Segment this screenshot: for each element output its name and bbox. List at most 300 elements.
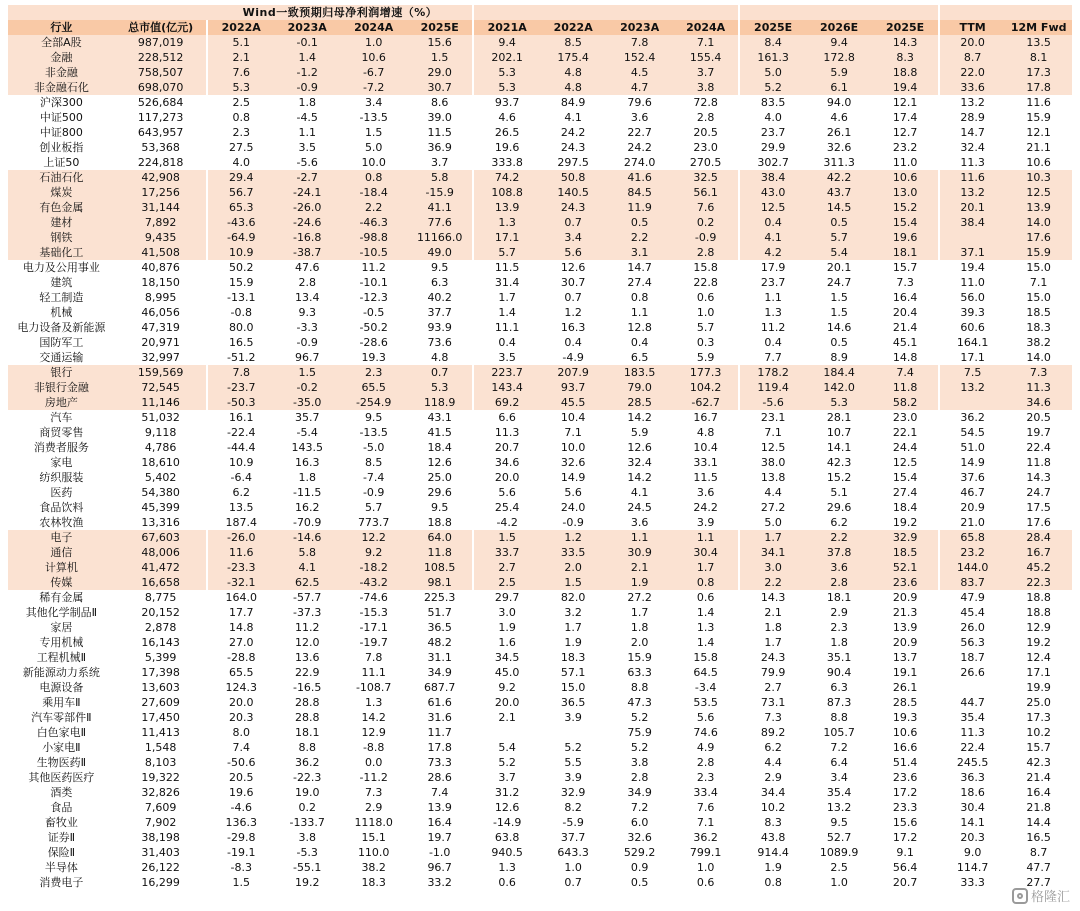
market-cap-cell: 19,322 <box>141 771 180 784</box>
value-cell: 74.2 <box>473 170 539 185</box>
value-cell: 1.8 <box>630 621 649 634</box>
value-cell: 9.2 <box>340 545 406 560</box>
value-cell: 12.6 <box>560 261 586 274</box>
value-cell: 19.4 <box>939 260 1005 275</box>
value-cell: 15.6 <box>407 35 474 50</box>
market-cap-cell: 38,198 <box>141 831 180 844</box>
value-cell: 19.1 <box>892 666 918 679</box>
value-cell: 15.0 <box>560 681 586 694</box>
value-cell: 0.2 <box>673 215 739 230</box>
value-cell: 37.6 <box>939 470 1005 485</box>
value-cell: 245.5 <box>939 755 1005 770</box>
value-cell: 0.9 <box>630 861 649 874</box>
industry-name-cell: 全部A股 <box>8 35 115 50</box>
value-cell: 17.8 <box>1005 80 1072 95</box>
industry-name-cell: 酒类 <box>50 786 73 799</box>
industry-name-cell: 电源设备 <box>39 681 84 694</box>
value-cell: 10.6 <box>340 50 406 65</box>
value-cell: 2.7 <box>473 560 539 575</box>
value-cell: 79.6 <box>627 96 652 109</box>
value-cell: 39.3 <box>939 305 1005 320</box>
value-cell: 16.7 <box>693 411 718 424</box>
table-row <box>8 485 1072 500</box>
value-cell: 9.2 <box>473 680 539 695</box>
value-cell: 5.6 <box>696 711 715 724</box>
table-row <box>8 470 1072 485</box>
table-row <box>8 50 1072 65</box>
market-cap-cell: 31,144 <box>115 200 208 215</box>
value-cell: 12.8 <box>627 321 652 334</box>
value-cell: -254.9 <box>340 395 406 410</box>
value-cell: 61.6 <box>427 696 452 709</box>
gelonghui-logo-icon <box>1012 888 1028 904</box>
value-cell: 7.3 <box>739 710 805 725</box>
value-cell: 73.3 <box>427 756 452 769</box>
value-cell: 1.8 <box>739 620 805 635</box>
value-cell: 7.3 <box>1005 365 1072 380</box>
value-cell: 2.8 <box>696 756 715 769</box>
value-cell: 15.8 <box>693 651 718 664</box>
table-row <box>8 770 1072 785</box>
value-cell: -5.3 <box>296 846 318 859</box>
value-cell: 29.6 <box>427 486 452 499</box>
market-cap-cell: 1,548 <box>144 741 177 754</box>
value-cell: 69.2 <box>473 395 539 410</box>
value-cell: 8.4 <box>739 35 805 50</box>
value-cell: -50.6 <box>207 755 273 770</box>
value-cell: 19.7 <box>1026 426 1051 439</box>
value-cell: 3.6 <box>630 516 649 529</box>
value-cell: 24.2 <box>693 501 718 514</box>
value-cell: 46.7 <box>939 485 1005 500</box>
value-cell: 7.6 <box>207 65 273 80</box>
market-cap-cell: 40,876 <box>141 261 180 274</box>
value-cell: 0.4 <box>739 335 805 350</box>
value-cell: 34.4 <box>739 785 805 800</box>
value-cell: 29.0 <box>407 65 474 80</box>
value-cell: 13.9 <box>1005 200 1072 215</box>
value-cell: 34.6 <box>1005 395 1072 410</box>
value-cell: 27.0 <box>207 635 273 650</box>
value-cell: 12.7 <box>892 126 918 139</box>
value-cell: 207.9 <box>540 365 606 380</box>
value-cell: 42.3 <box>826 456 852 469</box>
value-cell: 0.6 <box>473 875 539 890</box>
value-cell: 18.1 <box>872 245 939 260</box>
value-cell: -6.4 <box>207 470 273 485</box>
value-cell: -15.3 <box>359 606 388 619</box>
value-cell: 34.6 <box>473 455 539 470</box>
value-cell: 3.1 <box>606 245 672 260</box>
value-cell: 14.9 <box>560 471 586 484</box>
value-cell: 20.3 <box>939 830 1005 845</box>
industry-name-cell: 专用机械 <box>39 636 84 649</box>
value-cell: 1.7 <box>630 606 649 619</box>
market-cap-cell: 18,150 <box>141 276 180 289</box>
value-cell: 30.4 <box>673 545 739 560</box>
value-cell: 51.4 <box>892 756 918 769</box>
value-cell: 914.4 <box>739 845 805 860</box>
value-cell: 2.8 <box>696 111 715 124</box>
value-cell: 5.5 <box>564 756 582 769</box>
col-header-market-cap: 总市值(亿元) <box>115 20 208 35</box>
value-cell: 6.4 <box>830 756 848 769</box>
value-cell: 7.4 <box>872 365 939 380</box>
industry-name-cell: 白色家电Ⅱ <box>36 726 87 739</box>
value-cell: 36.2 <box>939 410 1005 425</box>
industry-name-cell: 畜牧业 <box>44 816 78 829</box>
value-cell: -62.7 <box>673 395 739 410</box>
value-cell: 20.0 <box>473 695 539 710</box>
value-cell <box>939 395 1005 410</box>
value-cell: 14.6 <box>826 321 852 334</box>
value-cell: 0.5 <box>806 215 872 230</box>
value-cell: -11.2 <box>359 771 388 784</box>
value-cell: 31.4 <box>473 275 539 290</box>
value-cell: 202.1 <box>473 50 539 65</box>
value-cell: 5.2 <box>630 741 649 754</box>
value-cell: 60.6 <box>939 320 1005 335</box>
industry-name-cell: 有色金属 <box>8 200 115 215</box>
value-cell: 4.4 <box>739 485 805 500</box>
value-cell: 15.7 <box>1026 741 1051 754</box>
value-cell: 6.0 <box>630 816 649 829</box>
value-cell: -108.7 <box>355 681 392 694</box>
industry-name-cell: 其他化学制品Ⅱ <box>25 606 98 619</box>
value-cell: 31.1 <box>427 651 452 664</box>
value-cell: 4.6 <box>830 111 848 124</box>
table-row <box>8 365 1072 380</box>
value-cell: 13.9 <box>473 200 539 215</box>
value-cell: 1.5 <box>364 126 383 139</box>
table-row <box>8 575 1072 590</box>
value-cell: 4.1 <box>630 486 649 499</box>
value-cell: 11.5 <box>427 126 452 139</box>
value-cell: 12.1 <box>892 96 918 109</box>
market-cap-cell: 51,032 <box>141 411 180 424</box>
value-cell: 52.7 <box>826 831 852 844</box>
value-cell: 6.6 <box>473 410 539 425</box>
value-cell: 15.1 <box>361 831 386 844</box>
market-cap-cell: 17,398 <box>141 666 180 679</box>
table-row <box>8 815 1072 830</box>
value-cell: 16.4 <box>1026 786 1051 799</box>
market-cap-cell: 117,273 <box>137 111 184 124</box>
value-cell: 49.0 <box>407 245 474 260</box>
market-cap-cell: 31,403 <box>141 846 180 859</box>
table-row <box>8 605 1072 620</box>
value-cell: 20.1 <box>826 261 852 274</box>
value-cell: 2.2 <box>606 230 672 245</box>
value-cell: -57.7 <box>292 591 322 604</box>
value-cell: 161.3 <box>739 50 805 65</box>
value-cell: 1.3 <box>473 860 539 875</box>
value-cell: 14.2 <box>627 471 652 484</box>
col-header: 2023A <box>274 20 340 35</box>
market-cap-cell: 7,609 <box>144 801 177 814</box>
table-row <box>8 275 1072 290</box>
value-cell: 4.8 <box>540 80 606 95</box>
value-cell: -28.6 <box>359 336 388 349</box>
industry-name-cell: 保险Ⅱ <box>47 846 76 859</box>
value-cell: 19.2 <box>892 516 918 529</box>
value-cell: 6.3 <box>830 681 848 694</box>
industry-name-cell: 金融 <box>8 50 115 65</box>
header-group-title: Wind一致预期归母净利润增速（%） <box>207 5 473 20</box>
value-cell: 5.6 <box>564 486 582 499</box>
value-cell: 1.2 <box>564 306 582 319</box>
market-cap-cell: 5,399 <box>144 651 177 664</box>
table-row <box>8 290 1072 305</box>
value-cell: -0.9 <box>362 486 385 499</box>
industry-name-cell: 煤炭 <box>8 185 115 200</box>
value-cell: 19.4 <box>872 80 939 95</box>
market-cap-cell: 8,103 <box>144 756 177 769</box>
col-header: 2025E <box>739 20 805 35</box>
value-cell: -74.6 <box>359 591 388 604</box>
industry-name-cell: 房地产 <box>8 395 115 410</box>
value-cell: 12.6 <box>473 800 539 815</box>
value-cell: 96.7 <box>294 351 320 364</box>
value-cell: 20.0 <box>207 695 273 710</box>
value-cell: -35.0 <box>274 395 340 410</box>
value-cell: -16.5 <box>292 681 322 694</box>
value-cell: 1.1 <box>739 290 805 305</box>
value-cell: 16.4 <box>427 816 452 829</box>
value-cell: 799.1 <box>689 846 722 859</box>
value-cell: 14.3 <box>1026 471 1051 484</box>
value-cell: -13.5 <box>359 111 388 124</box>
value-cell: 72.8 <box>693 96 718 109</box>
value-cell: 5.0 <box>739 65 805 80</box>
value-cell: 8.6 <box>430 96 449 109</box>
value-cell: -17.1 <box>359 621 388 634</box>
table-row <box>8 395 1072 410</box>
market-cap-cell: 67,603 <box>115 530 208 545</box>
value-cell: 8.5 <box>364 456 383 469</box>
value-cell: 20.9 <box>892 591 918 604</box>
value-cell: 28.5 <box>606 395 672 410</box>
value-cell: 5.2 <box>564 741 582 754</box>
table-row <box>8 260 1072 275</box>
value-cell: 8.1 <box>1005 50 1072 65</box>
value-cell: 773.7 <box>357 516 390 529</box>
table-row <box>8 245 1072 260</box>
value-cell: 24.7 <box>826 276 852 289</box>
value-cell: 3.9 <box>696 516 715 529</box>
value-cell: 8.0 <box>207 725 273 740</box>
value-cell: 10.4 <box>560 411 586 424</box>
value-cell: -4.9 <box>562 351 584 364</box>
value-cell: 51.7 <box>427 606 452 619</box>
value-cell: 13.4 <box>294 291 320 304</box>
value-cell: -23.7 <box>207 380 273 395</box>
value-cell: 152.4 <box>606 50 672 65</box>
value-cell: 1.5 <box>830 291 848 304</box>
industry-name-cell: 沪深300 <box>39 96 83 109</box>
value-cell: 35.7 <box>294 411 320 424</box>
industry-name-cell: 钢铁 <box>8 230 115 245</box>
value-cell: 7.8 <box>606 35 672 50</box>
value-cell: 0.7 <box>540 215 606 230</box>
value-cell: 143.5 <box>291 441 323 454</box>
market-cap-cell: 11,146 <box>115 395 208 410</box>
value-cell: 0.5 <box>606 215 672 230</box>
table-row <box>8 875 1072 890</box>
value-cell: 12.2 <box>340 530 406 545</box>
value-cell: 63.3 <box>627 666 652 679</box>
value-cell: 30.7 <box>560 276 586 289</box>
value-cell: 5.1 <box>207 35 273 50</box>
value-cell: 1.3 <box>364 696 383 709</box>
value-cell: 19.0 <box>294 786 320 799</box>
value-cell: 19.6 <box>872 230 939 245</box>
col-header: 2022A <box>207 20 273 35</box>
value-cell: 14.9 <box>939 455 1005 470</box>
value-cell: 41.1 <box>407 200 474 215</box>
value-cell: 65.8 <box>939 530 1005 545</box>
industry-name-cell: 中证500 <box>39 111 83 124</box>
market-cap-cell: 32,997 <box>141 351 180 364</box>
market-cap-cell: 16,299 <box>141 876 180 889</box>
table-row <box>8 725 1072 740</box>
value-cell: 18.5 <box>1026 306 1051 319</box>
value-cell: 1.4 <box>274 50 340 65</box>
value-cell: 45.1 <box>892 336 918 349</box>
value-cell: 5.9 <box>696 351 715 364</box>
value-cell: 178.2 <box>739 365 805 380</box>
value-cell: -15.9 <box>407 185 474 200</box>
industry-name-cell: 非金融 <box>8 65 115 80</box>
value-cell: 27.7 <box>1026 876 1051 889</box>
value-cell: 22.7 <box>627 126 652 139</box>
value-cell: 8.3 <box>739 815 805 830</box>
market-cap-cell: 9,435 <box>115 230 208 245</box>
value-cell: 3.7 <box>673 65 739 80</box>
table-row <box>8 560 1072 575</box>
value-cell: 11.3 <box>939 725 1005 740</box>
value-cell: -1.0 <box>428 846 451 859</box>
value-cell: 36.5 <box>427 621 452 634</box>
table-row <box>8 665 1072 680</box>
value-cell: 0.5 <box>630 876 649 889</box>
value-cell: 0.5 <box>830 336 848 349</box>
value-cell: 1.8 <box>830 636 848 649</box>
value-cell: -29.8 <box>207 830 273 845</box>
value-cell: 2.1 <box>739 605 805 620</box>
value-cell: 2.0 <box>630 636 649 649</box>
value-cell: 5.2 <box>739 80 805 95</box>
value-cell: 2.8 <box>630 771 649 784</box>
value-cell: 643.3 <box>557 846 589 859</box>
value-cell: 223.7 <box>473 365 539 380</box>
value-cell: 7.1 <box>696 816 715 829</box>
value-cell: 164.1 <box>939 335 1005 350</box>
value-cell: -19.7 <box>359 636 388 649</box>
value-cell: 3.0 <box>473 605 539 620</box>
value-cell: -24.6 <box>274 215 340 230</box>
value-cell: 29.7 <box>473 590 539 605</box>
value-cell: 7.1 <box>564 426 582 439</box>
value-cell: 51.0 <box>939 440 1005 455</box>
col-header-ttm: TTM <box>939 20 1005 35</box>
value-cell: -64.9 <box>207 230 273 245</box>
col-header-industry: 行业 <box>8 20 115 35</box>
value-cell: 15.9 <box>627 651 652 664</box>
value-cell: 23.7 <box>739 125 805 140</box>
value-cell: 33.1 <box>693 456 718 469</box>
value-cell: 7.1 <box>1029 276 1048 289</box>
market-cap-cell: 9,118 <box>144 426 177 439</box>
value-cell: 22.8 <box>693 276 718 289</box>
value-cell: 297.5 <box>557 156 589 169</box>
value-cell: 164.0 <box>207 590 273 605</box>
industry-name-cell: 汽车零部件Ⅱ <box>31 711 92 724</box>
value-cell: 15.6 <box>892 816 918 829</box>
value-cell: 0.3 <box>696 336 715 349</box>
industry-name-cell: 非银行金融 <box>8 380 115 395</box>
valuation-table <box>8 5 1072 890</box>
table-body <box>8 35 1072 890</box>
industry-name-cell: 建材 <box>8 215 115 230</box>
value-cell: 93.7 <box>540 380 606 395</box>
value-cell: -8.8 <box>362 741 385 754</box>
value-cell: 45.4 <box>939 605 1005 620</box>
value-cell: -0.9 <box>296 336 318 349</box>
value-cell: 5.8 <box>407 170 474 185</box>
value-cell: 2.1 <box>473 710 539 725</box>
value-cell: 1.9 <box>739 860 805 875</box>
value-cell: 6.2 <box>830 516 848 529</box>
value-cell: 12.1 <box>1026 126 1051 139</box>
value-cell: 3.9 <box>564 771 582 784</box>
table-row <box>8 110 1072 125</box>
value-cell <box>939 230 1005 245</box>
table-row <box>8 80 1072 95</box>
value-cell: 1.8 <box>298 471 316 484</box>
market-cap-cell: 27,609 <box>141 696 180 709</box>
value-cell: -5.6 <box>296 156 318 169</box>
industry-name-cell: 轻工制造 <box>39 291 84 304</box>
value-cell: 105.7 <box>823 726 855 739</box>
market-cap-cell: 11,413 <box>141 726 180 739</box>
value-cell: 13.2 <box>939 185 1005 200</box>
table-row <box>8 350 1072 365</box>
value-cell: 2.0 <box>540 560 606 575</box>
value-cell: 0.8 <box>739 875 805 890</box>
value-cell: 9.1 <box>896 846 914 859</box>
table-row <box>8 335 1072 350</box>
value-cell: 7.4 <box>430 786 449 799</box>
col-header: 2023A <box>606 20 672 35</box>
value-cell: 26.6 <box>939 665 1005 680</box>
value-cell: 11.1 <box>473 320 539 335</box>
table-row <box>8 305 1072 320</box>
value-cell: 1.0 <box>830 876 848 889</box>
value-cell: 15.7 <box>892 261 918 274</box>
value-cell: 0.4 <box>739 215 805 230</box>
table-row <box>8 95 1072 110</box>
value-cell: 940.5 <box>473 845 539 860</box>
value-cell: 5.7 <box>473 245 539 260</box>
value-cell: 35.4 <box>939 710 1005 725</box>
value-cell: 14.8 <box>207 620 273 635</box>
value-cell: 13.5 <box>1005 35 1072 50</box>
value-cell: 175.4 <box>540 50 606 65</box>
market-cap-cell: 32,826 <box>141 786 180 799</box>
value-cell: 2.9 <box>739 770 805 785</box>
value-cell: 1.7 <box>564 621 582 634</box>
